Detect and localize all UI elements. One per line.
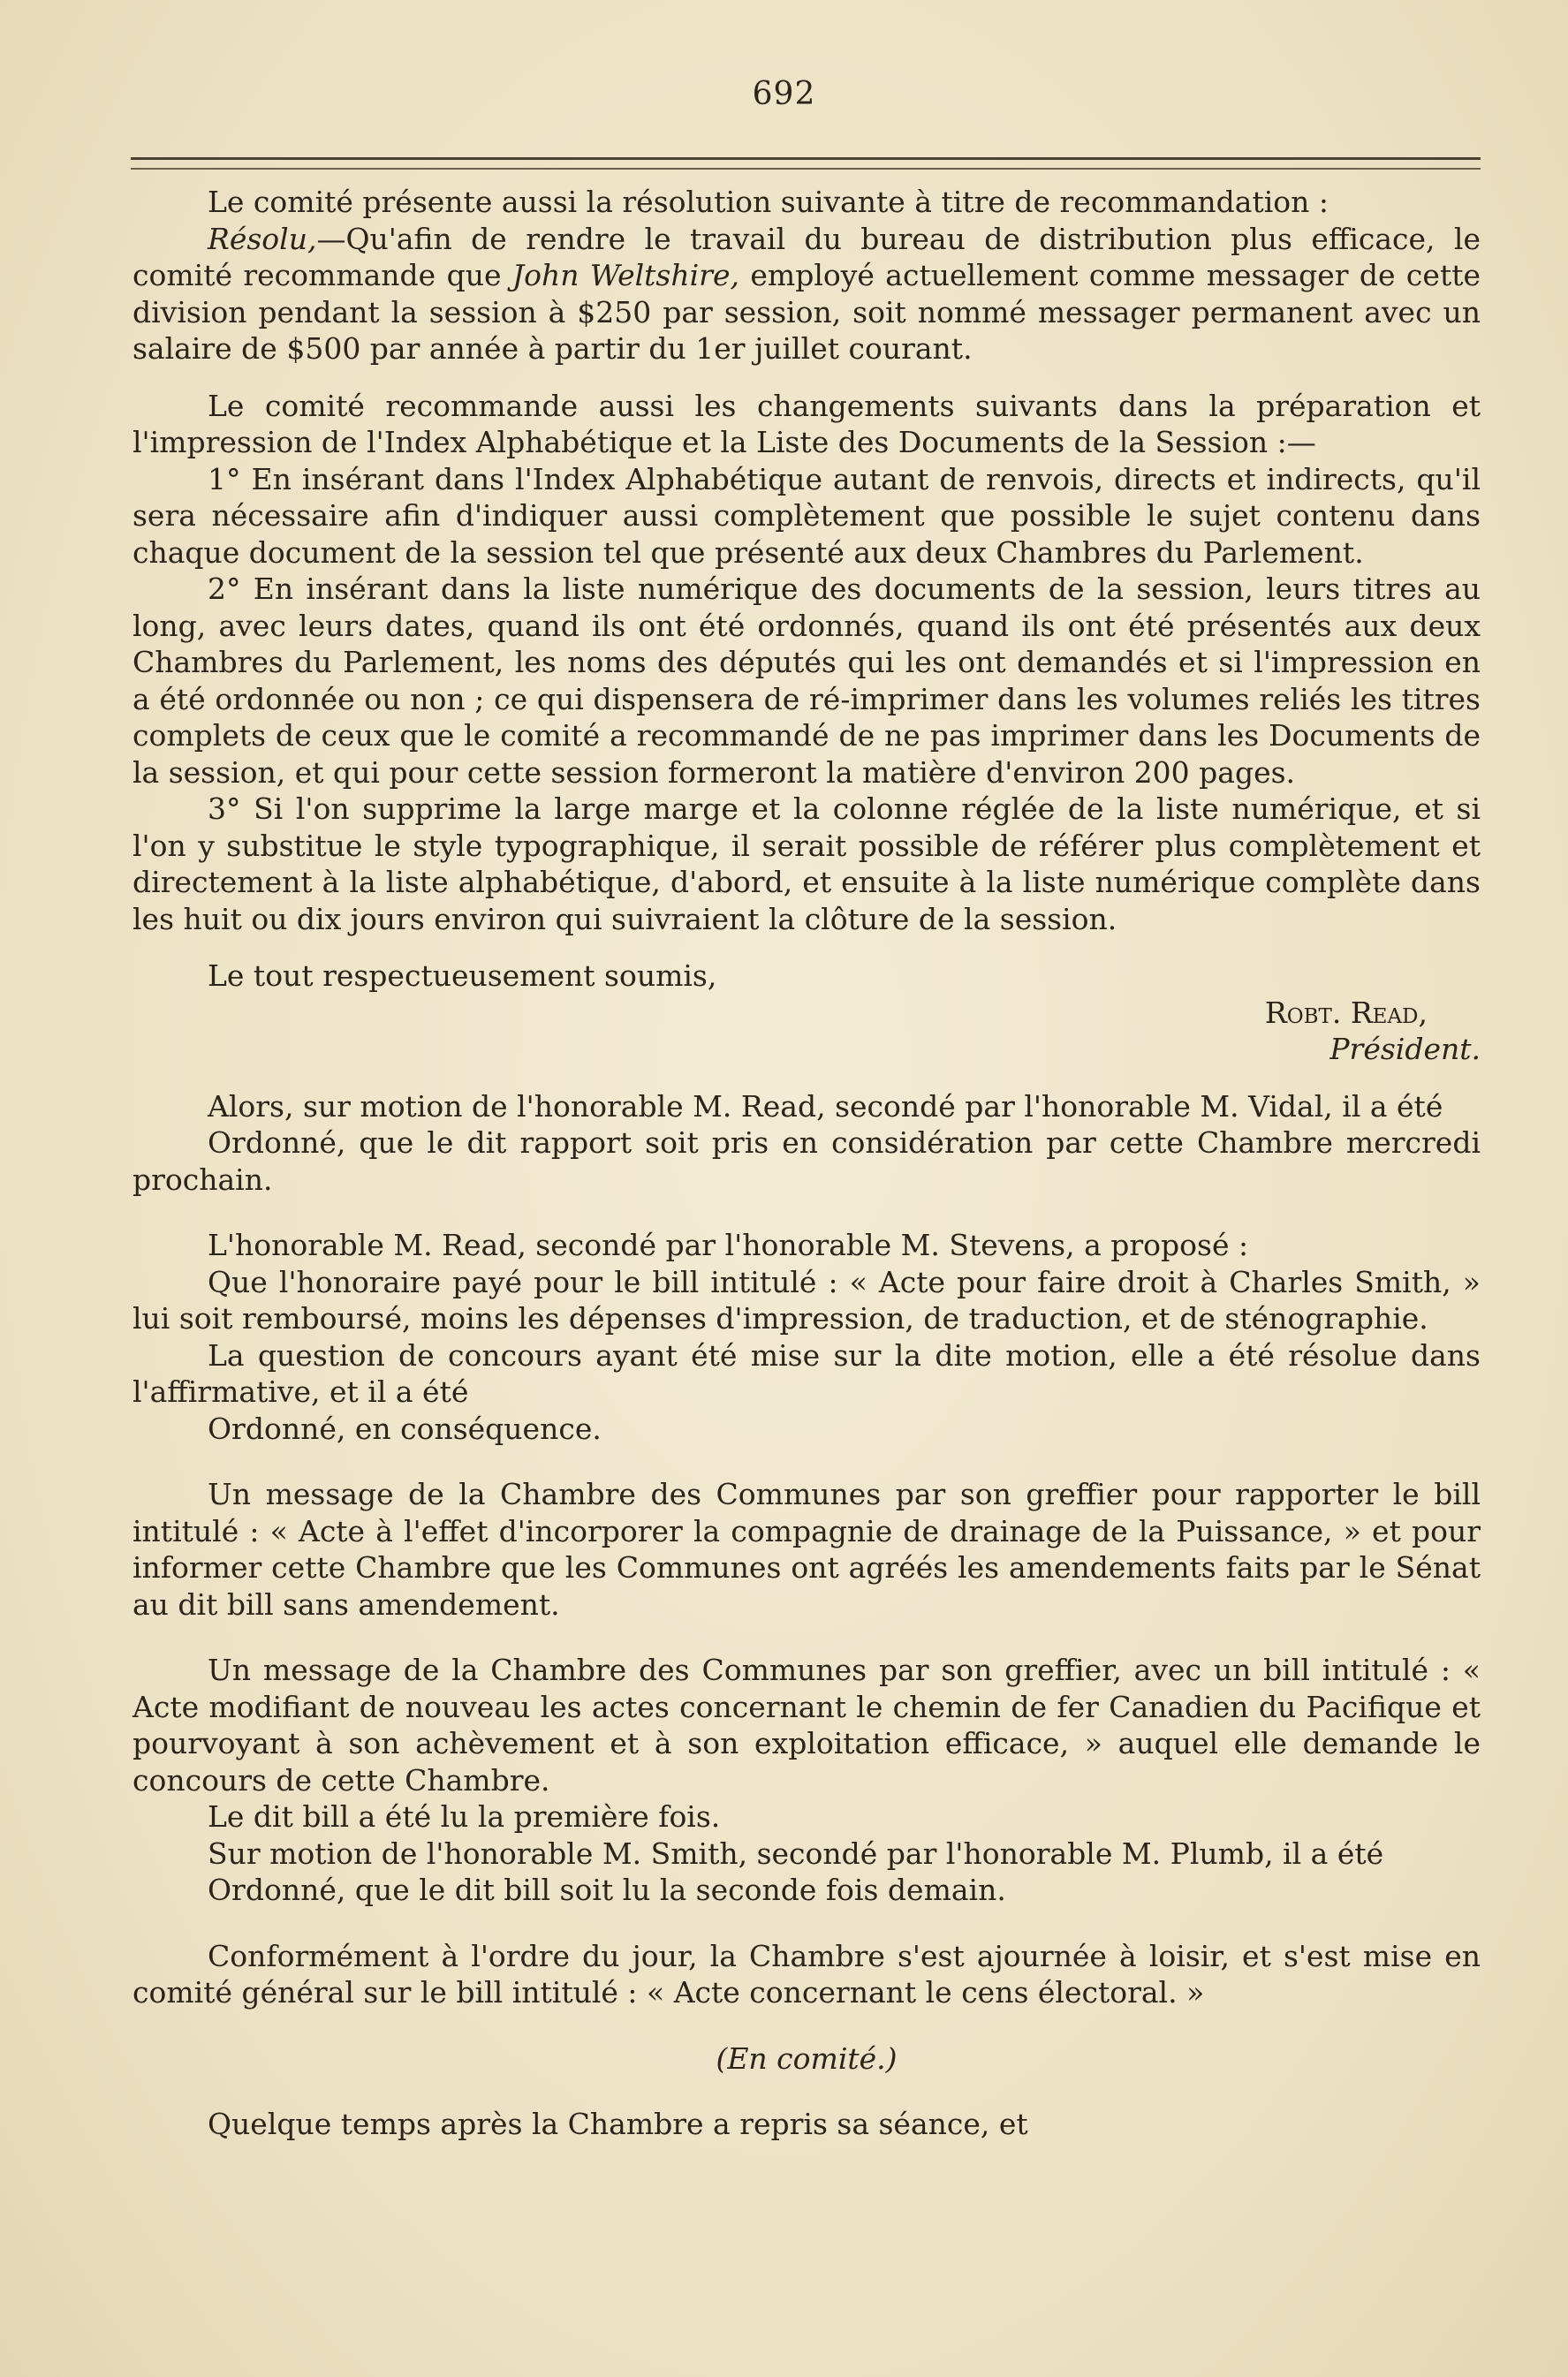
header-rule-thin — [131, 168, 1481, 170]
paragraph: Sur motion de l'honorable M. Smith, secondé par l'honorable M. Plumb, il a été — [208, 1836, 1384, 1871]
header-rule — [131, 157, 1481, 160]
paragraph: Conformément à l'ordre du jour, la Chambre s'est ajournée à loisir, et s'est mise en comité général sur le bill intitulé : « Acte concernant le cens électoral. » — [133, 1938, 1481, 2010]
paragraph: Ordonné, que le dit bill soit lu la seconde fois demain. — [208, 1873, 1006, 1907]
paragraph: Le tout respectueusement soumis, — [208, 958, 717, 993]
resolution-text-2: employé actuellement comme messager de cette division pendant la session à $250 par session, soit nommé messager permanent avec un salaire de $500 par année à partir du 1er juillet courant. — [133, 258, 1481, 366]
paragraph: Alors, sur motion de l'honorable M. Read, secondé par l'honorable M. Vidal, il a été — [208, 1088, 1443, 1124]
paragraph: Ordonné, que le dit rapport soit pris en considération par cette Chambre mercredi prochain. — [133, 1125, 1481, 1197]
paragraph: Un message de la Chambre des Communes par son greffier pour rapporter le bill intitulé : « Acte à l'effet d'incorporer la compagnie de drainage de la Puissance, » et pour informer cette Chambre que les Communes ont agréés les amendements faits par le Sénat au dit bill sans amendement. — [133, 1477, 1481, 1622]
paragraph: 1° En insérant dans l'Index Alphabétique autant de renvois, directs et indirects, qu'il sera nécessaire afin d'indiquer aussi complètement que possible le sujet contenu dans chaque document de la session tel que présenté aux deux Chambres du Parlement. — [133, 461, 1481, 570]
paragraph: Ordonné, en conséquence. — [208, 1411, 602, 1446]
paragraph: Un message de la Chambre des Communes par son greffier, avec un bill intitulé : « Acte modifiant de nouveau les actes concernant le chemin de fer Canadien du Pacifique et pourvoyant à son achèvement et à son exploitation efficace, » auquel elle demande le concours de cette Chambre. — [133, 1653, 1481, 1798]
resolution-lead: Résolu, — [208, 221, 317, 256]
paragraph: 2° En insérant dans la liste numérique des documents de la session, leurs titres au long, avec leurs dates, quand ils ont été ordonnés, quand ils ont été présentés aux deux Chambres du Parlement, les noms des députés qui les ont demandés et si l'impression en a été ordonnée ou non ; ce qui dispensera de ré-imprimer dans les volumes reliés les titres complets de ceux que le comité a recommandé de ne pas imprimer dans les Documents de la session, et qui pour cette session formeront la matière d'environ 200 pages. — [133, 572, 1481, 790]
paragraph: Le comité présente aussi la résolution suivante à titre de recommandation : — [208, 185, 1329, 219]
paragraph: Le dit bill a été lu la première fois. — [208, 1799, 721, 1834]
page-number: 692 — [752, 76, 816, 112]
person-name: John Weltshire, — [511, 258, 739, 292]
paragraph: L'honorable M. Read, secondé par l'honorable M. Stevens, a proposé : — [208, 1228, 1249, 1262]
final-line: Quelque temps après la Chambre a repris sa séance, et — [208, 2107, 1028, 2141]
page-body — [133, 184, 1481, 2143]
resolution-text-1: —Qu'afin de rendre le travail du bureau de distribution plus efficace, le comité recommande que — [133, 221, 1481, 292]
paragraph: Le comité recommande aussi les changements suivants dans la préparation et l'impression de l'Index Alphabétique et la Liste des Documents de la Session :— — [133, 388, 1481, 459]
paragraph: 3° Si l'on supprime la large marge et la colonne réglée de la liste numérique, et si l'on y substitue le style typographique, il serait possible de référer plus complètement et directement à la liste alphabétique, d'abord, et ensuite à la liste numérique complète dans les huit ou dix jours environ qui suivraient la clôture de la session. — [133, 791, 1481, 936]
paragraph: Que l'honoraire payé pour le bill intitulé : « Acte pour faire droit à Charles Smith, » lui soit remboursé, moins les dépenses d'impression, de traduction, et de sténographie. — [133, 1264, 1481, 1336]
resolution-paragraph — [133, 221, 1481, 367]
paragraph: La question de concours ayant été mise sur la dite motion, elle a été résolue dans l'affirmative, et il a été — [133, 1337, 1481, 1409]
signature-name: Robt. Read, — [1264, 995, 1428, 1030]
signature-title: Président. — [1329, 1032, 1481, 1066]
committee-heading: (En comité.) — [716, 2040, 898, 2076]
